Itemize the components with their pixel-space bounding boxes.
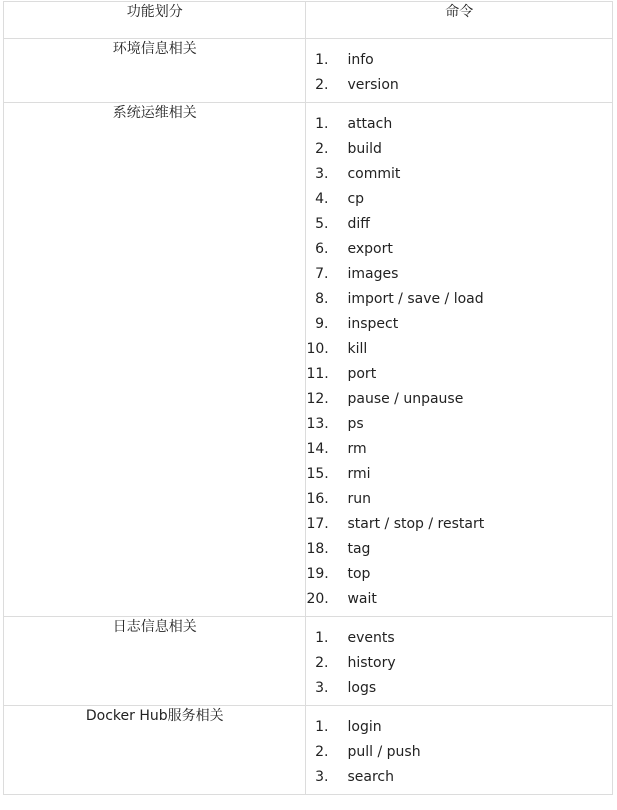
- commands-cell: [306, 706, 613, 795]
- command-table: [3, 1, 613, 795]
- category-cell: 日志信息相关: [4, 617, 306, 706]
- list-item: [306, 187, 612, 212]
- table-body: [4, 39, 613, 795]
- list-item: [306, 765, 612, 790]
- list-item-number: 2.: [315, 744, 329, 760]
- command-name: import / save / load: [347, 291, 484, 307]
- category-cell: 环境信息相关: [4, 39, 306, 103]
- command-name: diff: [347, 216, 370, 232]
- command-name: login: [347, 719, 382, 735]
- command-list: [306, 706, 612, 794]
- list-item: [306, 312, 612, 337]
- list-item-number: 10.: [306, 341, 329, 357]
- list-item: [306, 715, 612, 740]
- list-item: [306, 362, 612, 387]
- list-item-number: 1.: [315, 52, 329, 68]
- list-item-number: 6.: [315, 241, 329, 257]
- command-name: pause / unpause: [347, 391, 464, 407]
- table-row: [4, 103, 613, 617]
- list-item-number: 19.: [306, 566, 329, 582]
- command-name: start / stop / restart: [347, 516, 485, 532]
- list-item: [306, 112, 612, 137]
- list-item: [306, 676, 612, 701]
- table-row: [4, 617, 613, 706]
- command-name: cp: [347, 191, 365, 207]
- command-name: kill: [347, 341, 368, 357]
- command-name: info: [347, 52, 374, 68]
- list-item-number: 14.: [306, 441, 329, 457]
- command-name: pull / push: [347, 744, 421, 760]
- list-item-number: 1.: [315, 630, 329, 646]
- list-item-number: 4.: [315, 191, 329, 207]
- list-item: [306, 73, 612, 98]
- command-name: logs: [347, 680, 377, 696]
- command-list: [306, 103, 612, 616]
- command-name: build: [347, 141, 382, 157]
- command-name: top: [347, 566, 371, 582]
- list-item-number: 8.: [315, 291, 329, 307]
- command-list: [306, 39, 612, 102]
- category-cell: 系统运维相关: [4, 103, 306, 617]
- list-item-number: 13.: [306, 416, 329, 432]
- list-item-number: 15.: [306, 466, 329, 482]
- table-row: [4, 39, 613, 103]
- command-name: events: [347, 630, 395, 646]
- commands-cell: [306, 103, 613, 617]
- list-item: [306, 512, 612, 537]
- command-name: run: [347, 491, 371, 507]
- list-item-number: 16.: [306, 491, 329, 507]
- list-item-number: 2.: [315, 141, 329, 157]
- list-item-number: 1.: [315, 719, 329, 735]
- header-row: [4, 2, 613, 39]
- list-item-number: 1.: [315, 116, 329, 132]
- list-item: [306, 48, 612, 73]
- list-item-number: 3.: [315, 166, 329, 182]
- commands-cell: [306, 617, 613, 706]
- list-item: [306, 562, 612, 587]
- list-item: [306, 287, 612, 312]
- list-item: [306, 337, 612, 362]
- category-cell: Docker Hub服务相关: [4, 706, 306, 795]
- list-item: [306, 537, 612, 562]
- list-item: [306, 162, 612, 187]
- list-item: [306, 387, 612, 412]
- table-row: [4, 706, 613, 795]
- command-name: export: [347, 241, 393, 257]
- commands-cell: [306, 39, 613, 103]
- list-item: [306, 462, 612, 487]
- list-item-number: 11.: [306, 366, 329, 382]
- command-name: port: [347, 366, 377, 382]
- command-name: rmi: [347, 466, 371, 482]
- list-item-number: 7.: [315, 266, 329, 282]
- column-header-command: 命令: [306, 2, 613, 39]
- command-name: history: [347, 655, 396, 671]
- list-item: [306, 740, 612, 765]
- list-item-number: 2.: [315, 655, 329, 671]
- list-item: [306, 587, 612, 612]
- command-name: commit: [347, 166, 401, 182]
- list-item-number: 20.: [306, 591, 329, 607]
- command-name: tag: [347, 541, 371, 557]
- list-item: [306, 212, 612, 237]
- command-list: [306, 617, 612, 705]
- list-item-number: 17.: [306, 516, 329, 532]
- list-item-number: 18.: [306, 541, 329, 557]
- list-item-number: 9.: [315, 316, 329, 332]
- command-name: ps: [347, 416, 364, 432]
- list-item-number: 3.: [315, 680, 329, 696]
- list-item: [306, 412, 612, 437]
- list-item-number: 12.: [306, 391, 329, 407]
- command-name: rm: [347, 441, 367, 457]
- command-name: search: [347, 769, 394, 785]
- list-item: [306, 262, 612, 287]
- list-item: [306, 437, 612, 462]
- list-item-number: 3.: [315, 769, 329, 785]
- list-item: [306, 651, 612, 676]
- command-name: version: [347, 77, 399, 93]
- list-item-number: 2.: [315, 77, 329, 93]
- column-header-category: 功能划分: [4, 2, 306, 39]
- command-name: images: [347, 266, 399, 282]
- list-item: [306, 237, 612, 262]
- list-item: [306, 626, 612, 651]
- command-name: attach: [347, 116, 393, 132]
- command-name: inspect: [347, 316, 399, 332]
- list-item: [306, 487, 612, 512]
- list-item: [306, 137, 612, 162]
- list-item-number: 5.: [315, 216, 329, 232]
- command-name: wait: [347, 591, 377, 607]
